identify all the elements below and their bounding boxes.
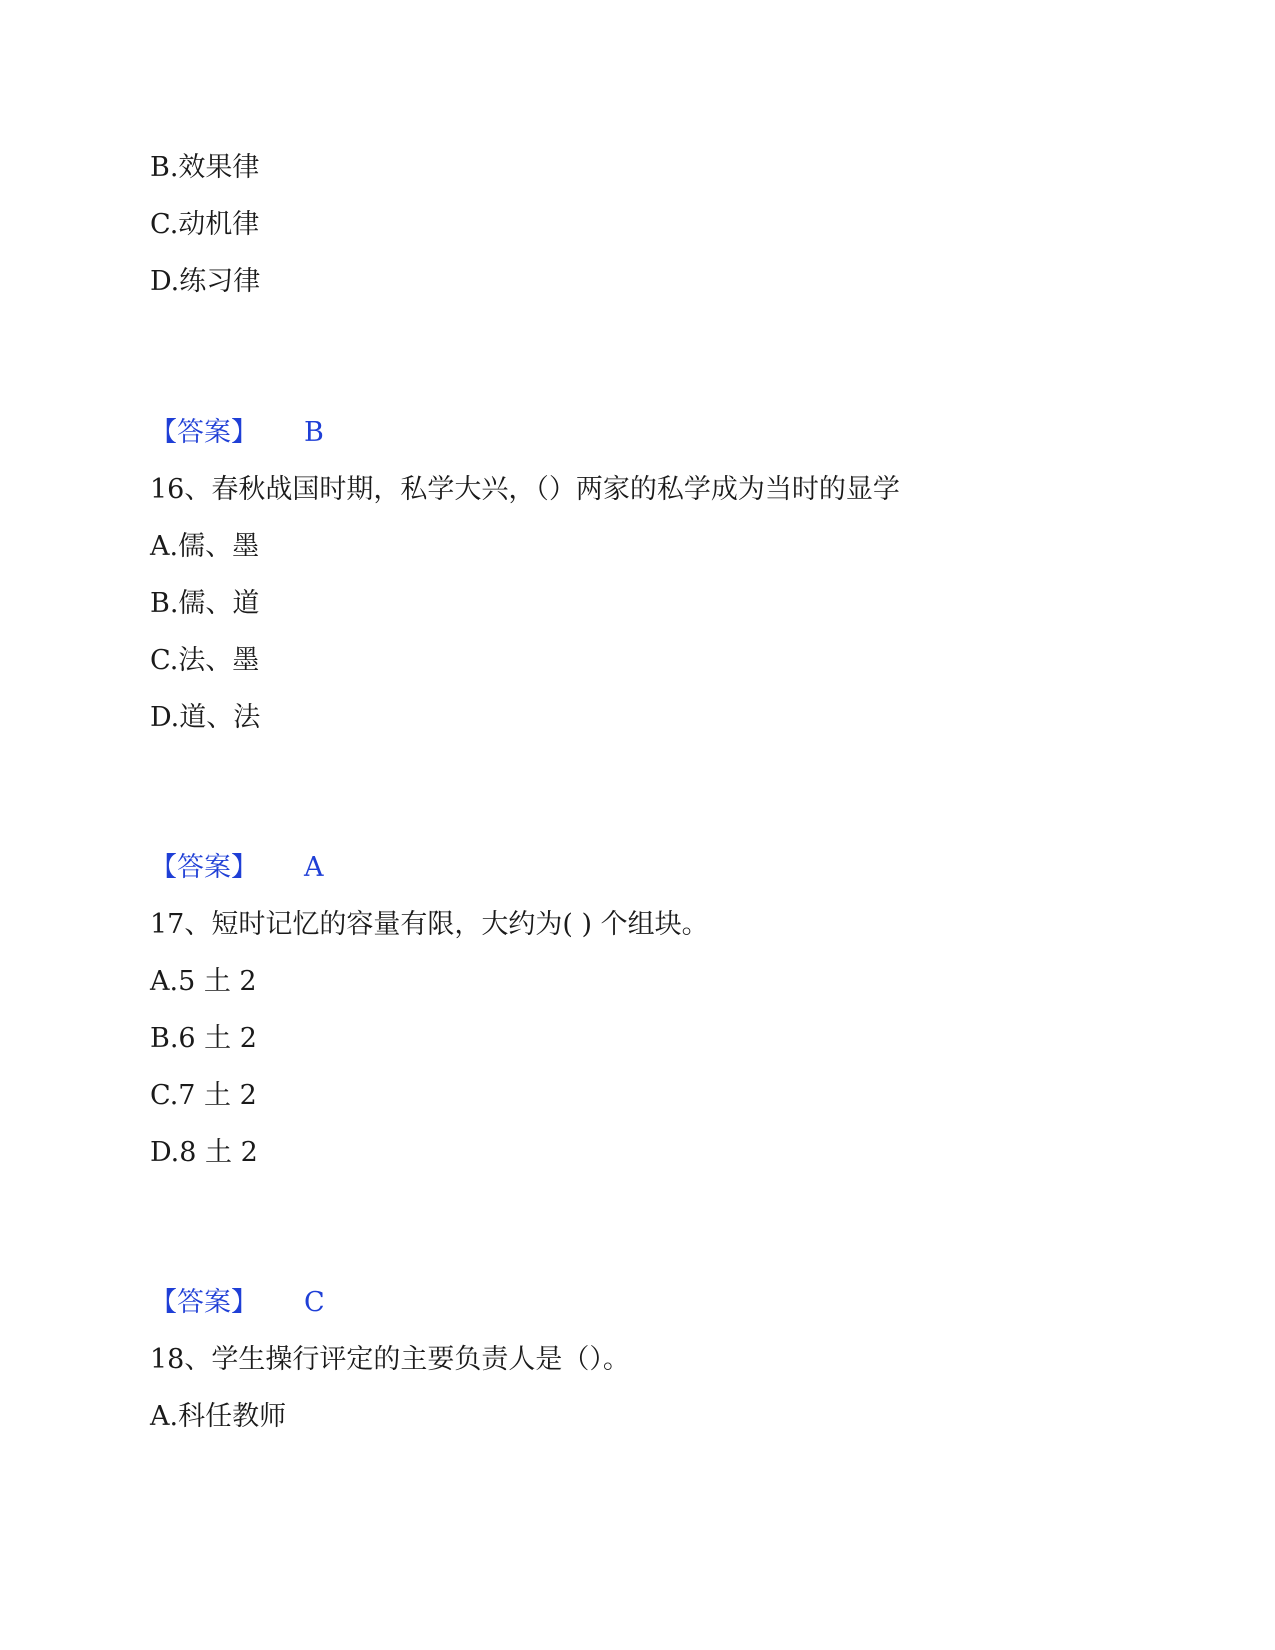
option-d-q15: D.练习律 [150,266,261,297]
option-b-q15: B.效果律 [150,152,260,183]
answer-q16 [150,850,324,886]
answer-q17 [150,1285,325,1321]
option-a-q17: A.5 土 2 [150,966,257,997]
question-18: 18、学生操行评定的主要负责人是（）。 [150,1344,630,1375]
option-b-q17: B.6 土 2 [150,1023,257,1054]
answer-label: 【答案】 [150,852,258,883]
option-a-q16: A.儒、墨 [150,531,260,562]
answer-value: B [304,417,324,448]
answer-value: A [304,852,324,883]
option-c-q17: C.7 土 2 [150,1080,257,1111]
answer-label: 【答案】 [150,1287,258,1318]
option-b-q16: B.儒、道 [150,588,260,619]
option-d-q17: D.8 土 2 [150,1137,258,1168]
question-17: 17、短时记忆的容量有限，大约为( ) 个组块。 [150,909,709,940]
answer-value: C [304,1287,325,1318]
question-16: 16、春秋战国时期，私学大兴，（）两家的私学成为当时的显学 [150,474,900,505]
option-c-q16: C.法、墨 [150,645,260,676]
answer-label: 【答案】 [150,417,258,448]
option-a-q18: A.科任教师 [150,1401,287,1432]
option-c-q15: C.动机律 [150,209,260,240]
answer-q15 [150,415,324,451]
option-d-q16: D.道、法 [150,702,261,733]
